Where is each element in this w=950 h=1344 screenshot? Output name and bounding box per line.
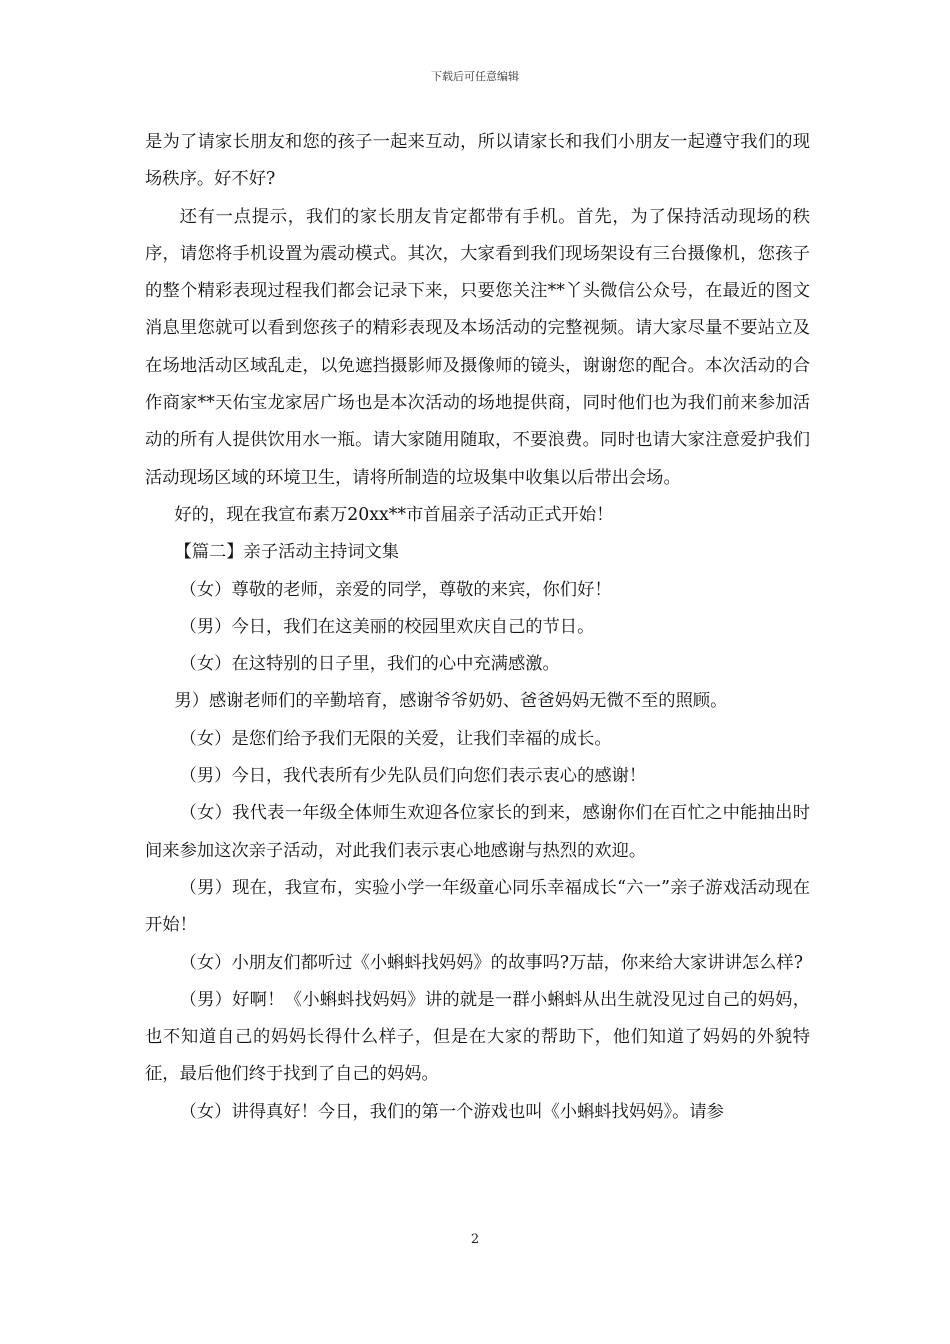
dialogue-line: （女）我代表一年级全体师生欢迎各位家长的到来，感谢你们在百忙之中能抽出时间来参加这次亲子活动，对此我们表示衷心地感谢与热烈的欢迎。	[145, 803, 810, 861]
dialogue-line: （女）尊敬的老师，亲爱的同学，尊敬的来宾，你们好！	[179, 579, 612, 600]
dialogue-line: （男）好啊！《小蝌蚪找妈妈》讲的就是一群小蝌蚪从出生就没见过自己的妈妈，也不知道自己的妈妈长得什么样子，但是在大家的帮助下，他们知道了妈妈的外貌特征，最后他们终于找到了自己的妈妈。	[145, 989, 810, 1085]
paragraph-continuation: 是为了请家长朋友和您的孩子一起来互动，所以请家长和我们小朋友一起遵守我们的现场秩序。好不好?	[145, 132, 810, 190]
page-header: 下载后可任意编辑	[431, 70, 519, 83]
dialogue-line: （女）在这特别的日子里，我们的心中充满感激。	[179, 654, 560, 675]
document-body	[145, 124, 810, 1131]
dialogue-line: （女）小朋友们都听过《小蝌蚪找妈妈》的故事吗?万喆，你来给大家讲讲怎么样?	[179, 952, 803, 973]
dialogue-line: （女）是您们给予我们无限的关爱，让我们幸福的成长。	[179, 728, 612, 749]
dialogue-line: （男）今日，我代表所有少先队员们向您们表示衷心的感谢！	[179, 766, 647, 787]
section-heading: 【篇二】亲子活动主持词文集	[174, 542, 400, 563]
dialogue-line: （男）现在，我宣布，实验小学一年级童心同乐幸福成长“六一”亲子游戏活动现在开始！	[145, 877, 810, 936]
paragraph-phone-notice: 还有一点提示，我们的家长朋友肯定都带有手机。首先，为了保持活动现场的秩序，请您将手机设置为震动模式。其次，大家看到我们现场架设有三台摄像机，您孩子的整个精彩表现过程我们都会记录下来，只要您关注**丫头微信公众号，在最近的图文消息里您就可以看到您孩子的精彩表现及本场活动的完整视频。请大家尽量不要站立及在场地活动区域乱走，以免遮挡摄影师及摄像师的镜头，谢谢您的配合。本次活动的合作商家**天佑宝龙家居广场也是本次活动的场地提供商，同时他们也为我们前来参加活动的所有人提供饮用水一瓶。请大家随用随取，不要浪费。同时也请大家注意爱护我们活动现场区域的环境卫生，请将所制造的垃圾集中收集以后带出会场。	[145, 206, 810, 488]
paragraph-opening-announcement: 好的，现在我宣布素万20xx**市首届亲子活动正式开始！	[174, 504, 614, 525]
dialogue-line: （男）今日，我们在这美丽的校园里欢庆自己的节日。	[179, 616, 595, 637]
dialogue-line: 男）感谢老师们的辛勤培育，感谢爷爷奶奶、爸爸妈妈无微不至的照顾。	[174, 691, 728, 712]
dialogue-line: （女）讲得真好！今日，我们的第一个游戏也叫《小蝌蚪找妈妈》。请参	[179, 1101, 724, 1122]
page-number: 2	[470, 1232, 480, 1247]
